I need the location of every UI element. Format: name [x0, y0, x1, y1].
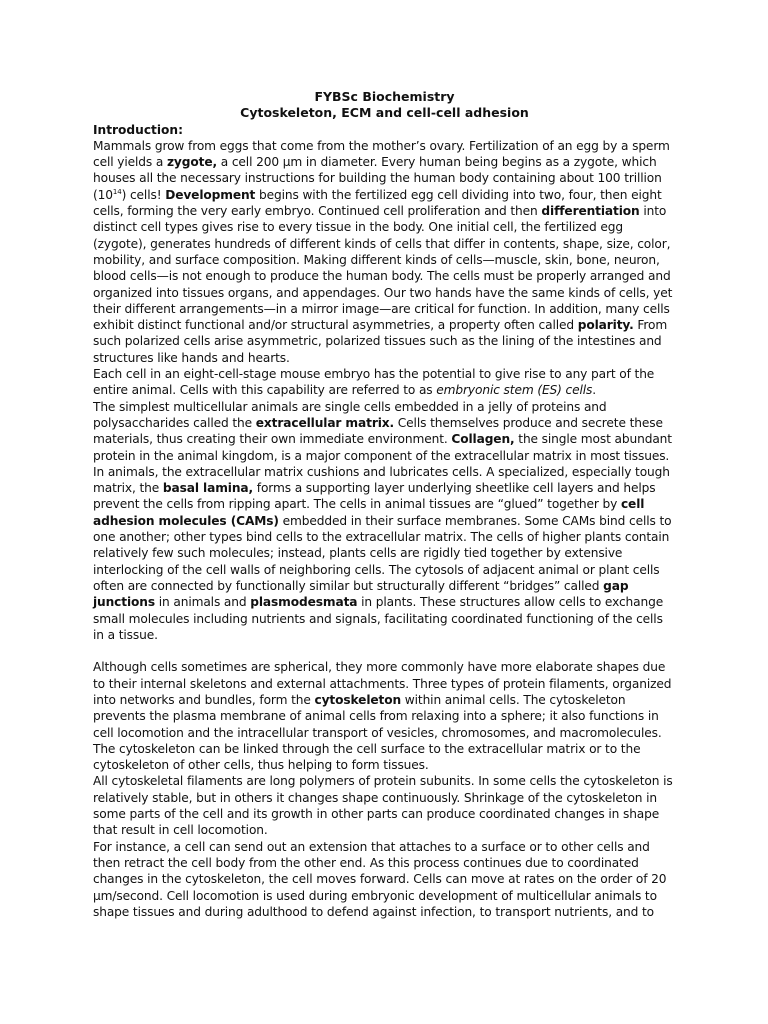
body-paragraph: [93, 399, 676, 643]
document-body: [93, 138, 676, 920]
bold-term: basal lamina,: [162, 481, 254, 496]
bold-term: extracellular matrix.: [255, 415, 395, 430]
text-run: within animal cells. The cytoskeleton prevents the plasma membrane of animal cells from relaxing into a sphere; it also functions in cell locomotion and the intracellular transport of vesicles, chromosomes, and macromolecules. The cytoskeleton can be linked through the cell surface to the extracellular matrix or to the cytoskeleton of other cells, thus helping to form tissues.: [93, 692, 662, 773]
bold-term: Development: [165, 187, 256, 202]
text-run: Each cell in an eight-cell-stage mouse embryo has the potential to give rise to any part of the entire animal. Cells with this capability are referred to as: [93, 367, 655, 398]
text-run: Although cells sometimes are spherical, they more commonly have more elaborate shapes due to their internal skeletons and external attachments. Three types of protein filaments, organized into networks and bundles, form the: [93, 660, 672, 707]
body-paragraph: [93, 839, 676, 920]
bold-term: gap junctions: [93, 578, 629, 610]
text-run: in plants. These structures allow cells to exchange small molecules including nutrients and signals, facilitating coordinated functioning of the cells in a tissue.: [93, 595, 664, 642]
document-page: [93, 89, 676, 920]
text-run: Mammals grow from eggs that come from the mother’s ovary. Fertilization of an egg by a sperm cell yields a: [93, 138, 670, 170]
body-paragraph: [93, 366, 676, 399]
text-run: in animals and: [154, 595, 251, 610]
bold-term: cell adhesion molecules (CAMs): [93, 497, 645, 528]
intro-heading: Introduction:: [93, 122, 183, 137]
text-run: begins with the fertilized egg cell dividing into two, four, then eight cells, forming the very early embryo. Continued cell proliferation and then: [93, 187, 662, 219]
text-run: into distinct cell types gives rise to every tissue in the body. One initial cell, the fertilized egg (zygote), generates hundreds of different kinds of cells that differ in contents, shape, size, color, mobility, and surface composition. Making different kinds of cells—muscle, skin, bone, neuron, blood cells—is not enough to produce the human body. The cells must be properly arranged and organized into tissues organs, and appendages. Our two hands have the same kinds of cells, yet their different arrangements—in a mirror image—are critical for function. In addition, many cells exhibit distinct functional and/or structural asymmetries, a property often called: [93, 204, 673, 333]
text-run: From such polarized cells arise asymmetric, polarized tissues such as the lining of the intestines and structures like hands and hearts.: [93, 318, 668, 365]
bold-term: cytoskeleton: [314, 692, 402, 707]
bold-term: polarity.: [577, 318, 634, 333]
text-run: forms a supporting layer underlying sheetlike cell layers and helps prevent the cells from ripping apart. The cells in animal tissues are “glued” together by: [93, 481, 656, 512]
bold-term: differentiation: [541, 204, 640, 219]
superscript: 14: [112, 187, 122, 196]
document-title: Cytoskeleton, ECM and cell-cell adhesion: [240, 105, 529, 121]
text-run: the single most abundant protein in the animal kingdom, is a major component of the extracellular matrix in most tissues. In animals, the extracellular matrix cushions and lubricates cells. A specialized, especially tough matrix, the: [93, 432, 672, 496]
text-run: The simplest multicellular animals are single cells embedded in a jelly of proteins and polysaccharides called the: [93, 399, 607, 430]
text-run: For instance, a cell can send out an extension that attaches to a surface or to other cells and then retract the cell body from the other end. As this process continues due to coordinated changes in the cytoskeleton, the cell moves forward. Cells can move at rates on the order of 20 μm/second. Cell locomotion is used during embryonic development of multicellular animals to shape tissues and during adulthood to defend against infection, to transport nutrients, and to: [93, 839, 667, 919]
text-run: All cytoskeletal filaments are long polymers of protein subunits. In some cells the cytoskeleton is relatively stable, but in others it changes shape continuously. Shrinkage of the cytoskeleton in some parts of the cell and its growth in other parts can produce coordinated changes in shape that result in cell locomotion.: [93, 774, 673, 838]
text-run: ) cells!: [121, 187, 166, 202]
bold-term: plasmodesmata: [250, 595, 358, 610]
course-title: FYBSc Biochemistry: [314, 89, 455, 104]
body-paragraph: [93, 138, 676, 366]
text-run: embedded in their surface membranes. Some CAMs bind cells to one another; other types bind cells to the extracellular matrix. The cells of higher plants contain relatively few such molecules; instead, plants cells are rigidly tied together by extensive interlocking of the cell walls of neighboring cells. The cytosols of adjacent animal or plant cells often are connected by functionally similar but structurally different “bridges” called: [93, 513, 672, 593]
italic-term: embryonic stem (ES) cells: [436, 383, 593, 398]
text-run: .: [592, 383, 597, 398]
bold-term: Collagen,: [451, 432, 515, 447]
body-paragraph: [93, 773, 676, 838]
text-run: a cell 200 μm in diameter. Every human being begins as a zygote, which houses all the necessary instructions for building the human body containing about 100 trillion (10: [93, 155, 662, 202]
text-run: Cells themselves produce and secrete these materials, thus creating their own immediate environment.: [93, 415, 663, 447]
body-paragraph: [93, 659, 676, 773]
bold-term: zygote,: [166, 155, 217, 170]
